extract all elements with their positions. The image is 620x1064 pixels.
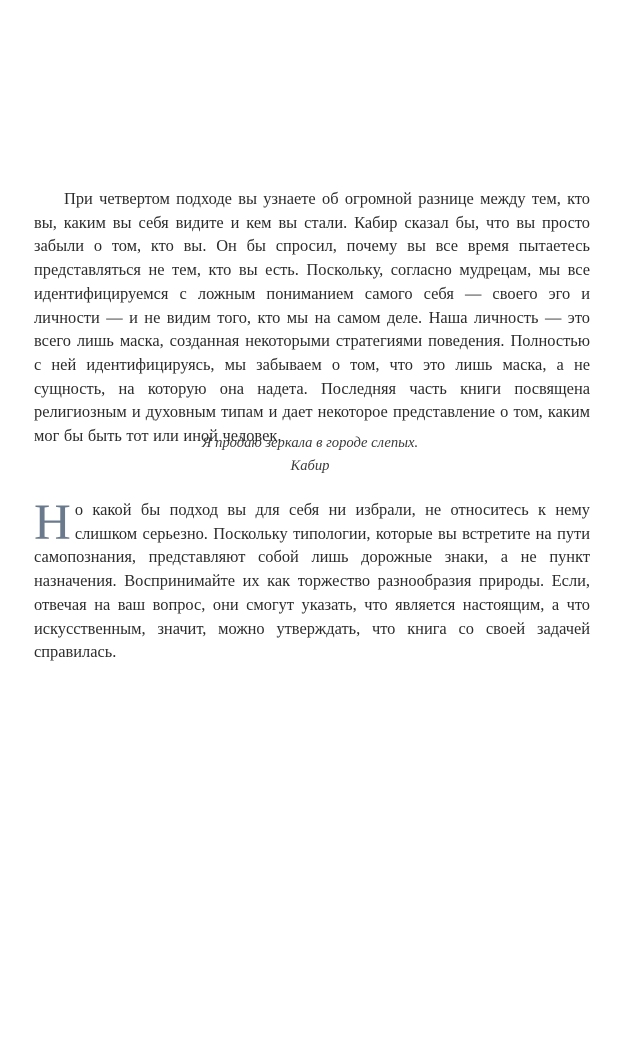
drop-cap-letter: Н <box>34 495 71 551</box>
epigraph-quote: Я продаю зеркала в городе слепых. <box>201 435 419 451</box>
body-paragraph-2 <box>34 495 590 664</box>
epigraph <box>0 432 620 478</box>
epigraph-author: Кабир <box>290 458 330 474</box>
body-paragraph-2-text: о какой бы подход вы для себя ни избрали, не относитесь к нему слишком серьезно. Поскольку типологии, которые вы встретите на пути самопознания, представляют собой лишь дорожные знаки, а не пункт назначения. Воспринимайте их как торжество разнообразия природы. Если, отвечая на ваш вопрос, они смогут указать, что является настоящим, а что искусственным, значит, можно утверждать, что книга со своей задачей справилась. <box>34 500 590 662</box>
body-paragraph-1: При четвертом подходе вы узнаете об огромной разнице между тем, кто вы, каким вы себя видите и кем вы стали. Кабир сказал бы, что вы просто забыли о том, кто вы. Он бы спросил, почему вы все время пытаетесь представляться не тем, кто вы есть. Поскольку, согласно мудрецам, мы все идентифицируемся с ложным пониманием самого себя — своего эго и личности — и не видим того, кто мы на самом деле. Наша личность — это всего лишь маска, созданная некоторыми стратегиями поведения. Полностью с ней идентифицируясь, мы забываем о том, что это лишь маска, а не сущность, на которую она надета. Последняя часть книги посвящена религиозным и духовным типам и дает некоторое представление о том, каким мог бы быть тот или иной человек. <box>34 189 590 446</box>
